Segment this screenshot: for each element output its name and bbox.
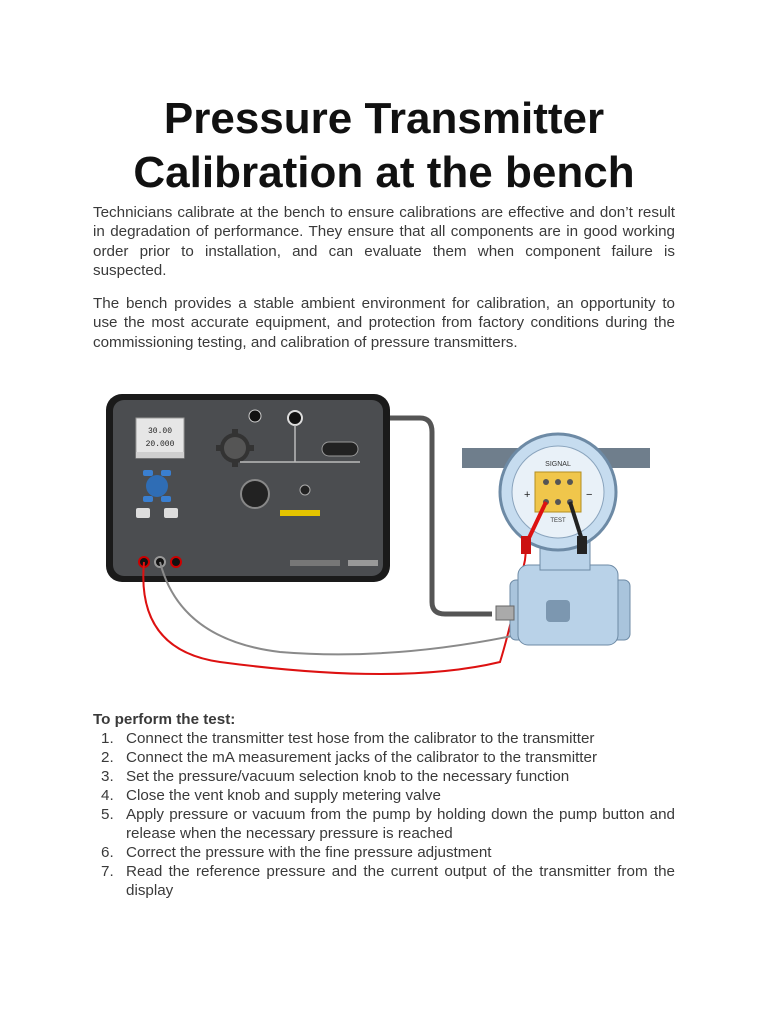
- test-terminal-label: TEST: [550, 518, 566, 524]
- bench-paragraph: The bench provides a stable ambient environment for calibration, an opportunity to use the most accurate equipment, and protection from factory conditions during the commissioning testing, and calibration of pressure transmitters.: [93, 295, 675, 351]
- positive-terminal-label: +: [524, 489, 531, 501]
- display-current-value: 20.000: [145, 440, 175, 449]
- list-item: 7. Read the reference pressure and the current output of the transmitter from the display: [101, 863, 675, 899]
- title-line-2: Calibration at the bench: [133, 148, 635, 197]
- display-pressure-value: 30.00: [147, 427, 173, 436]
- list-item: 5. Apply pressure or vacuum from the pump by holding down the pump button and release when the necessary pressure is reached: [101, 806, 675, 842]
- calibration-setup-illustration: [100, 390, 660, 700]
- pressure-calibrator: [106, 394, 390, 582]
- signal-label: SIGNAL: [545, 461, 571, 468]
- list-item: 3. Set the pressure/vacuum selection knob to the necessary function: [101, 768, 570, 785]
- list-item: 2. Connect the mA measurement jacks of the calibrator to the transmitter: [101, 749, 598, 766]
- pressure-port: [288, 411, 302, 425]
- steps-heading: To perform the test:: [93, 711, 236, 728]
- ma-jack-red-2: [171, 557, 181, 567]
- pump-button: [300, 485, 310, 495]
- list-item: 1. Connect the transmitter test hose from the calibrator to the transmitter: [101, 730, 595, 747]
- pressure-transmitter: [496, 434, 630, 645]
- steps-list: [93, 729, 675, 900]
- vent-knob: [249, 410, 261, 422]
- negative-terminal-label: −: [586, 489, 593, 501]
- page-title: [0, 92, 768, 200]
- caution-label: [280, 510, 320, 516]
- function-button-left: [136, 508, 150, 518]
- function-button-right: [164, 508, 178, 518]
- hose-fitting: [496, 606, 514, 620]
- intro-paragraph: Technicians calibrate at the bench to ensure calibrations are effective and don’t result in degradation of performance. They ensure that all components are in good working order prior to installation, and can evaluate them when component failure is suspected.: [93, 204, 675, 279]
- calibration-diagram: [100, 390, 660, 700]
- pump-reservoir: [322, 442, 358, 456]
- list-item: 6. Correct the pressure with the fine pressure adjustment: [101, 844, 492, 861]
- fine-pressure-adjustment-knob: [241, 480, 269, 508]
- list-item: 4. Close the vent knob and supply metering valve: [101, 787, 441, 804]
- title-line-1: Pressure Transmitter: [163, 94, 605, 143]
